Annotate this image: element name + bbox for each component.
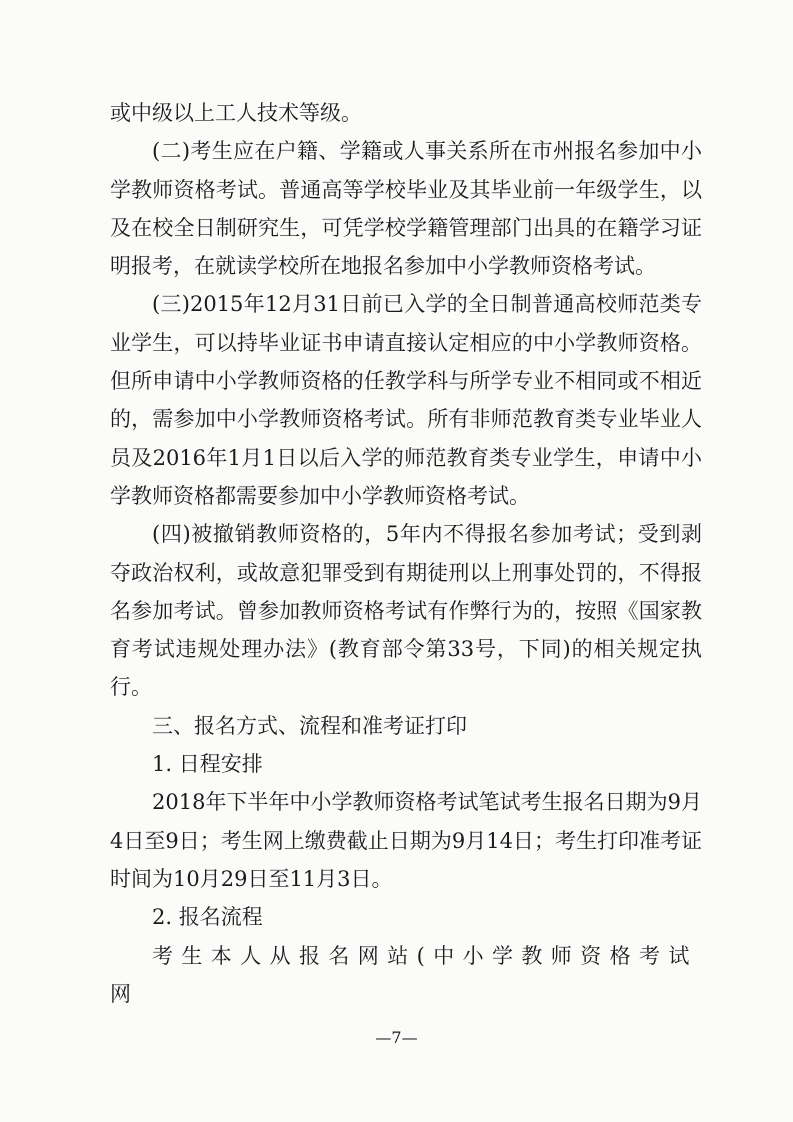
paragraph-process: 考生本人从报名网站(中小学教师资格考试网 — [110, 943, 698, 1006]
subheading-schedule: 1. 日程安排 — [152, 752, 263, 777]
section-heading: 三、报名方式、流程和准考证打印 — [152, 713, 467, 738]
page-number: —7— — [375, 1028, 418, 1047]
document-body — [110, 94, 702, 1013]
subheading-process: 2. 报名流程 — [152, 905, 263, 930]
paragraph-item-4: (四)被撤销教师资格的，5年内不得报名参加考试；受到剥夺政治权利，或故意犯罪受到有期徒刑以上刑事处罚的，不得报名参加考试。曾参加教师资格考试有作弊行为的，按照《国家教育考试违规处理办法》(教育部令第33号，下同)的相关规定执行。 — [110, 522, 702, 700]
paragraph-schedule: 2018年下半年中小学教师资格考试笔试考生报名日期为9月4日至9日；考生网上缴费截止日期为9月14日；考生打印准考证时间为10月29日至11月3日。 — [110, 790, 702, 891]
paragraph-item-3: (三)2015年12月31日前已入学的全日制普通高校师范类专业学生，可以持毕业证书申请直接认定相应的中小学教师资格。但所申请中小学教师资格的任教学科与所学专业不相同或不相近的，需参加中小学教师资格考试。所有非师范教育类专业毕业人员及2016年1月1日以后入学的师范教育类专业学生，申请中小学教师资格都需要参加中小学教师资格考试。 — [110, 292, 702, 508]
paragraph-item-2: (二)考生应在户籍、学籍或人事关系所在市州报名参加中小学教师资格考试。普通高等学校毕业及其毕业前一年级学生，以及在校全日制研究生，可凭学校学籍管理部门出具的在籍学习证明报考，在就读学校所在地报名参加中小学教师资格考试。 — [110, 139, 702, 279]
paragraph-continuation: 或中级以上工人技术等级。 — [110, 101, 362, 125]
